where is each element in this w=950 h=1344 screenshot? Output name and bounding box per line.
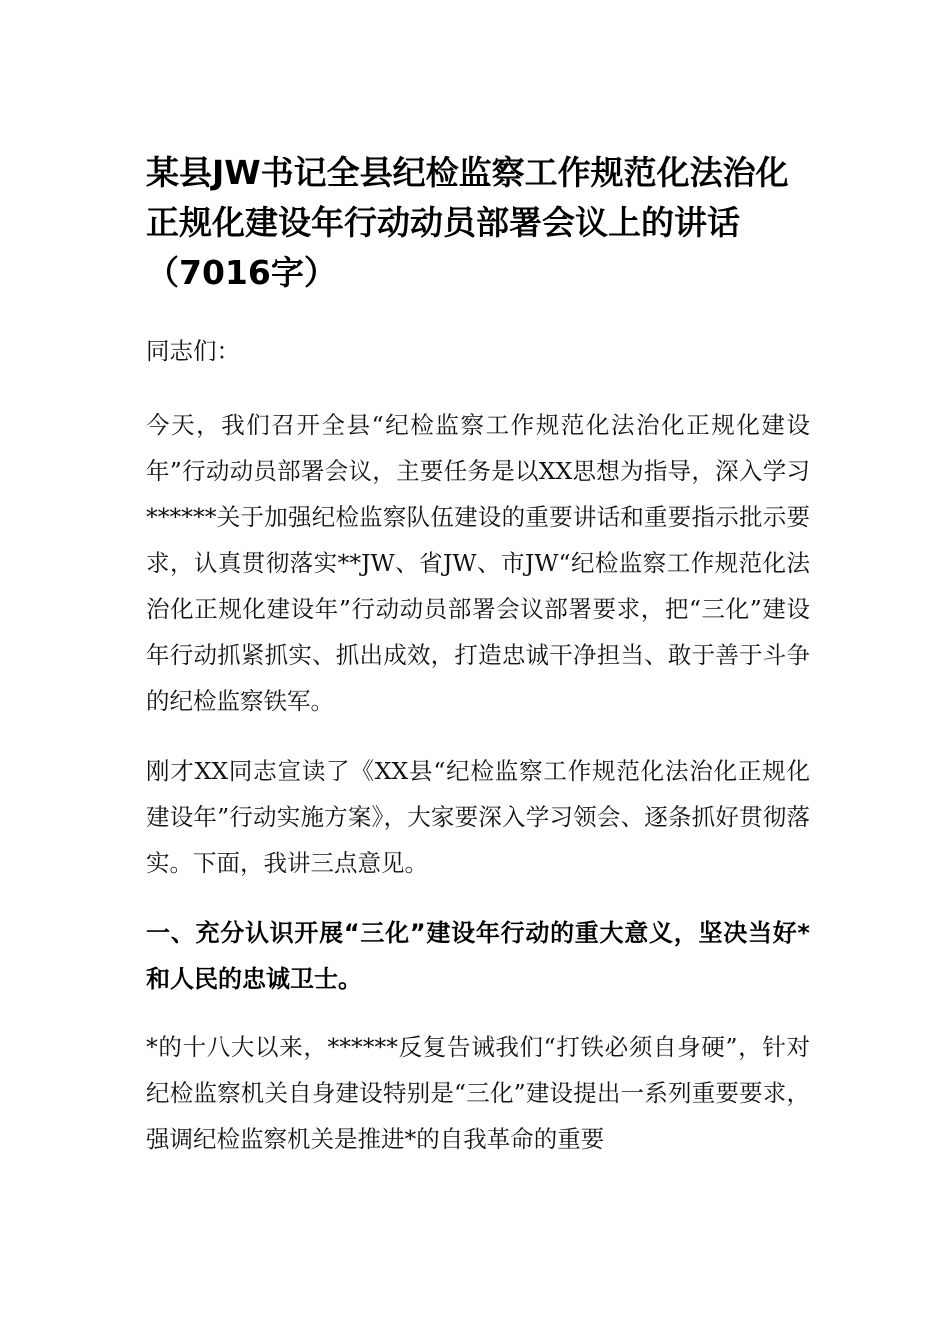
paragraph-overview: 刚才XX同志宣读了《XX县“纪检监察工作规范化法治化正规化建设年”行动实施方案》，大家要深入学习领会、逐条抓好贯彻落实。下面，我讲三点意见。	[146, 757, 810, 877]
section-heading-one: 一、充分认识开展“三化”建设年行动的重大意义，坚决当好*和人民的忠诚卫士。	[146, 919, 810, 993]
document-body	[146, 148, 810, 1162]
paragraph-intro: 今天，我们召开全县“纪检监察工作规范化法治化正规化建设年”行动动员部署会议，主要任务是以XX思想为指导，深入学习******关于加强纪检监察队伍建设的重要讲话和重要指示批示要求，认真贯彻落实**JW、省JW、市JW“纪检监察工作规范化法治化正规化建设年”行动动员部署会议部署要求，把“三化”建设年行动抓紧抓实、抓出成效，打造忠诚干净担当、敢于善于斗争的纪检监察铁军。	[146, 411, 810, 715]
document-title: 某县JW书记全县纪检监察工作规范化法治化正规化建设年行动动员部署会议上的讲话（7016字）	[146, 153, 789, 292]
salutation: 同志们：	[146, 337, 240, 365]
paragraph-section-one: *的十八大以来，******反复告诫我们“打铁必须自身硬”，针对纪检监察机关自身建设特别是“三化”建设提出一系列重要要求，强调纪检监察机关是推进*的自我革命的重要	[146, 1033, 810, 1153]
